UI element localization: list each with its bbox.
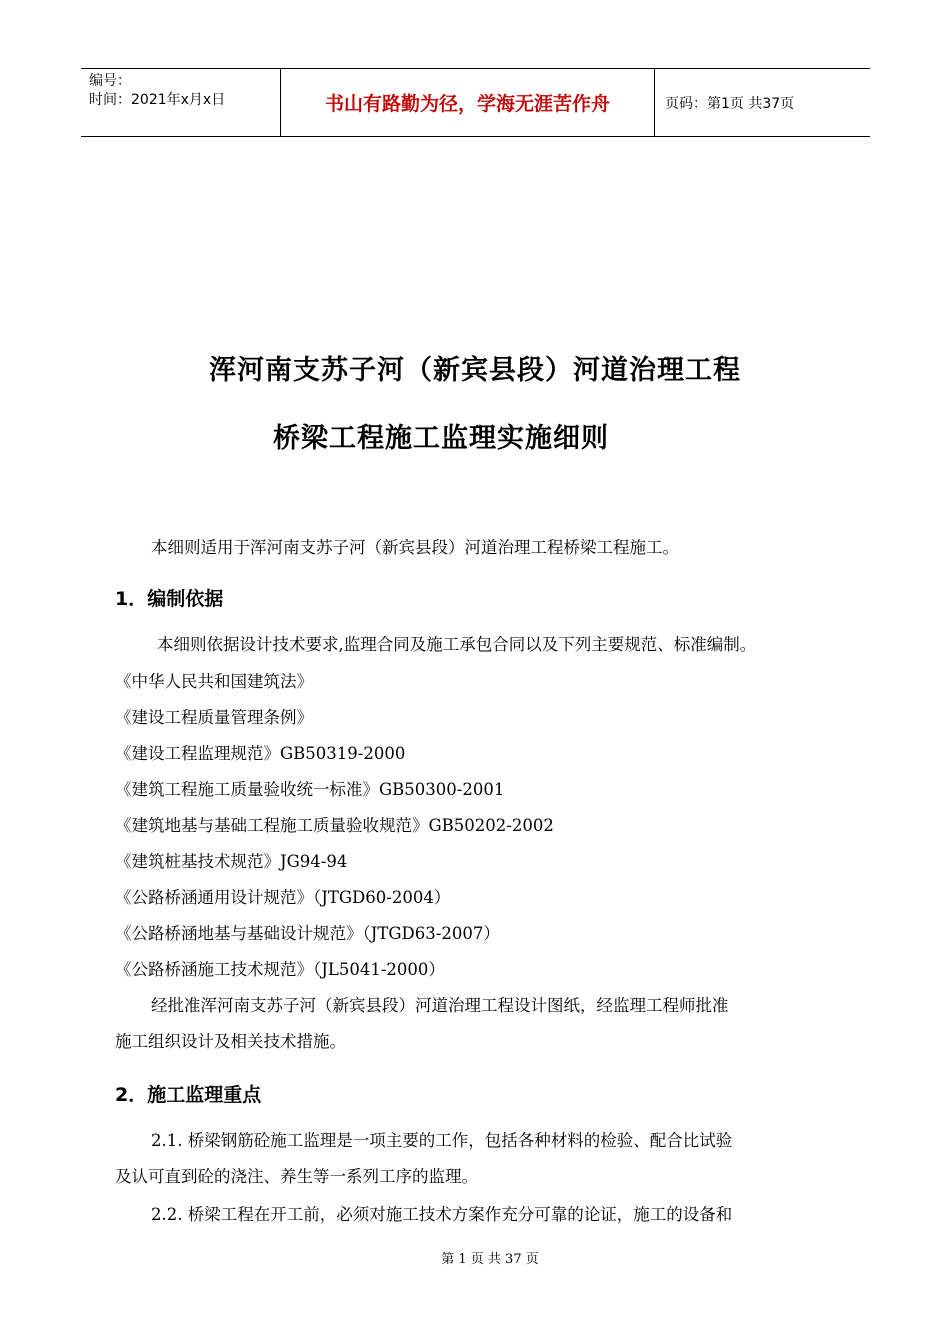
ref-item: 《建筑地基与基础工程施工质量验收规范》GB50202-2002 [115,816,554,835]
ref-item: 《建设工程质量管理条例》 [115,708,313,727]
intro-paragraph: 本细则适用于浑河南支苏子河（新宾县段）河道治理工程桥梁工程施工。 [151,538,679,557]
ref-item: 《中华人民共和国建筑法》 [115,672,313,691]
section2-p1-line2: 及认可直到砼的浇注、养生等一系列工序的监理。 [115,1167,478,1186]
header-page-info: 页码：第1页 共37页 [665,95,795,112]
page-header [81,68,870,137]
section1-tail-line1: 经批准浑河南支苏子河（新宾县段）河道治理工程设计图纸，经监理工程师批准 [151,996,729,1015]
ref-item: 《建设工程监理规范》GB50319-2000 [115,744,406,763]
section1-lead: 本细则依据设计技术要求,监理合同及施工承包合同以及下列主要规范、标准编制。 [157,635,757,654]
section1-heading: 1．编制依据 [115,588,224,610]
page-footer: 第 1 页 共 37 页 [441,1252,539,1267]
section2-heading: 2．施工监理重点 [115,1084,262,1106]
ref-item: 《建筑桩基技术规范》JG94-94 [115,852,348,871]
ref-item: 《公路桥涵施工技术规范》（JL5041-2000） [115,960,445,979]
header-motto: 书山有路勤为径，学海无涯苦作舟 [281,69,655,136]
ref-item: 《公路桥涵地基与基础设计规范》（JTGD63-2007） [115,924,500,943]
document-title-line1: 浑河南支苏子河（新宾县段）河道治理工程 [209,355,741,386]
ref-item: 《建筑工程施工质量验收统一标准》GB50300-2001 [115,780,505,799]
section2-p1-line1: 2.1. 桥梁钢筋砼施工监理是一项主要的工作，包括各种材料的检验、配合比试验 [151,1131,733,1150]
document-title-line2: 桥梁工程施工监理实施细则 [273,423,609,454]
time-label: 时间：2021年x月x日 [89,92,226,108]
section2-p2-line1: 2.2. 桥梁工程在开工前，必须对施工技术方案作充分可靠的论证，施工的设备和 [151,1205,733,1224]
section1-tail-line2: 施工组织设计及相关技术措施。 [115,1032,346,1051]
number-label: 编号： [89,73,131,89]
header-meta [81,69,281,136]
ref-item: 《公路桥涵通用设计规范》（JTGD60-2004） [115,888,451,907]
